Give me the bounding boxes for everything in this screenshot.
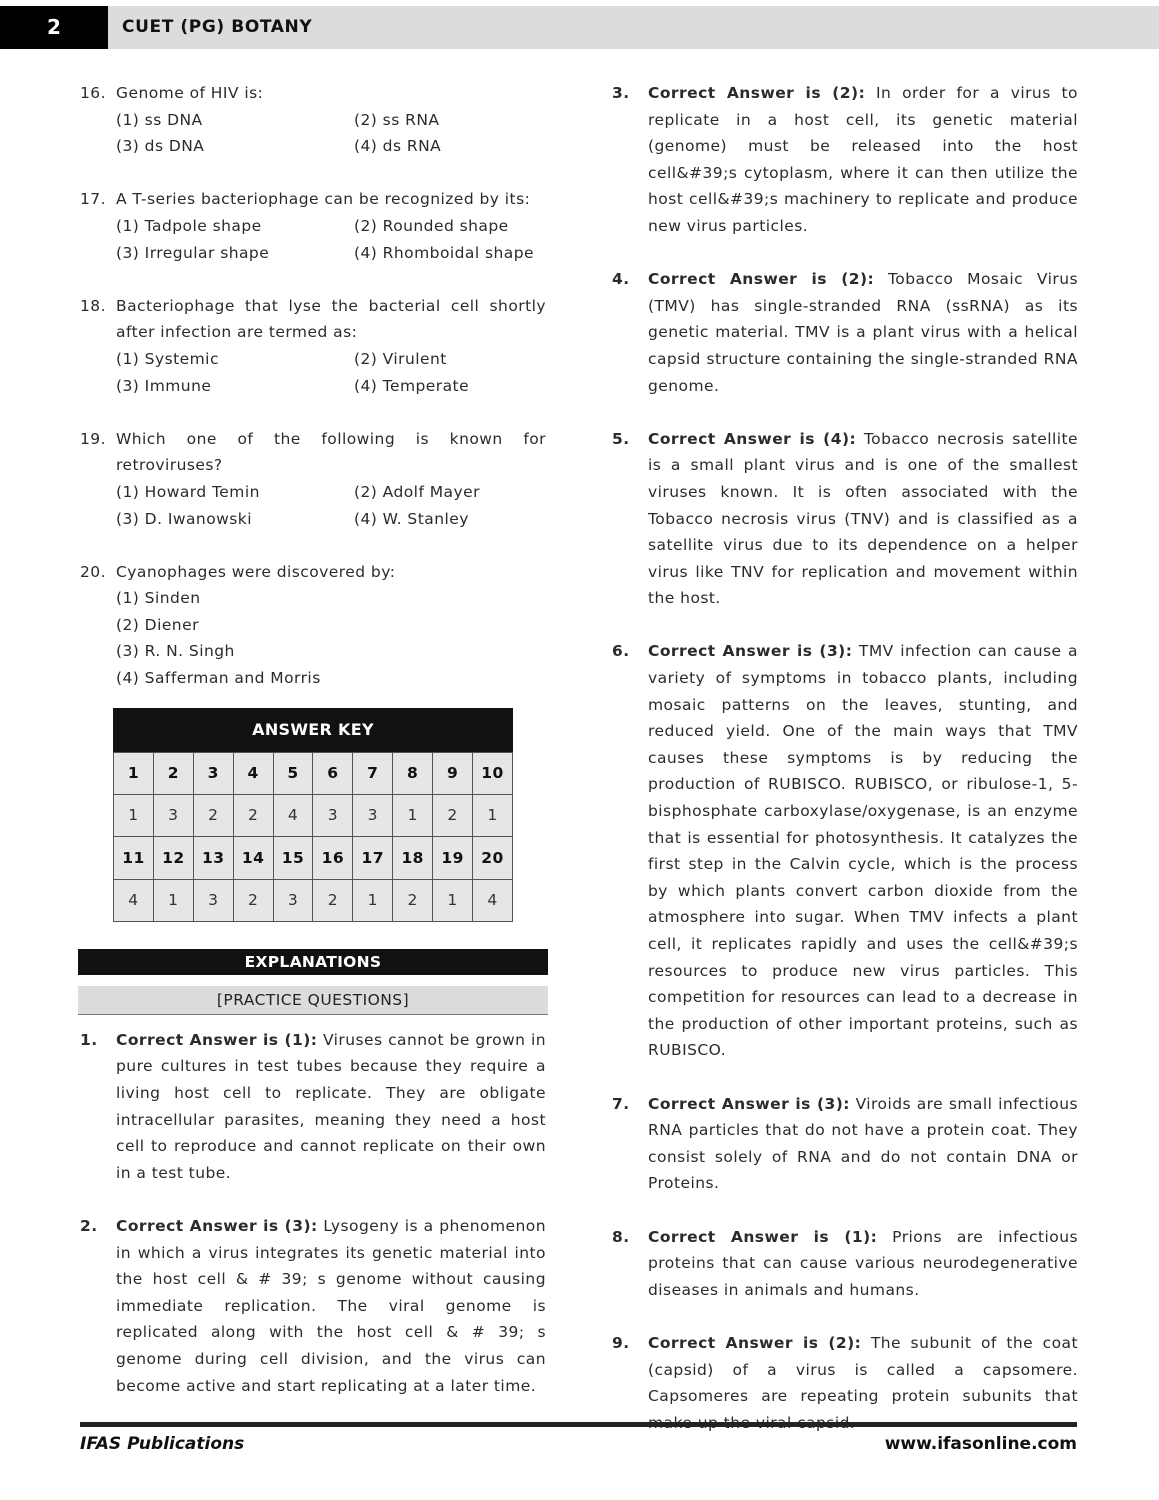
explanation-number: 1.: [80, 1030, 98, 1049]
answer-key-cell: 4: [473, 879, 513, 921]
answer-key-cell: 13: [193, 837, 233, 879]
correct-answer-lead: Correct Answer is (2):: [648, 270, 875, 289]
answer-key-cell: 5: [273, 752, 313, 794]
answer-key-cell: 3: [153, 794, 193, 836]
answer-key-cell: 2: [233, 879, 273, 921]
answer-key-cell: 15: [273, 837, 313, 879]
answer-key-cell: 1: [393, 794, 433, 836]
explanation-text: Tobacco Mosaic Virus (TMV) has single-stranded RNA (ssRNA) as its genetic material. TMV is a plant virus with a helical capsid structure containing the single-stranded RNA genome.: [648, 270, 1079, 395]
answer-key-answer-row: [114, 794, 513, 836]
book-title: CUET (PG) BOTANY: [122, 17, 313, 37]
answer-key-cell: 8: [393, 752, 433, 794]
question-text: A T-series bacteriophage can be recognized by its:: [116, 190, 531, 209]
answer-key-cell: 2: [153, 752, 193, 794]
option: (3) Irregular shape: [116, 243, 270, 262]
correct-answer-lead: Correct Answer is (1):: [648, 1227, 878, 1246]
explanation-8: [612, 1224, 1078, 1304]
answer-key-cell: 3: [273, 879, 313, 921]
answer-key-cell: 7: [353, 752, 393, 794]
answer-key-cell: 1: [353, 879, 393, 921]
option: (3) Immune: [116, 376, 212, 395]
correct-answer-lead: Correct Answer is (1):: [116, 1030, 318, 1049]
answer-key-cell: 2: [193, 794, 233, 836]
explanation-number: 8.: [612, 1227, 630, 1246]
answer-key-table: [113, 752, 513, 922]
question-text: Genome of HIV is:: [116, 84, 264, 102]
question-number: 20.: [80, 562, 107, 581]
question-number: 16.: [80, 84, 107, 102]
footer-website-link[interactable]: www.ifasonline.com: [884, 1434, 1077, 1454]
question-20: [80, 559, 546, 692]
answer-key-cell: 3: [313, 794, 353, 836]
question-16: [80, 80, 546, 160]
option: (2) Adolf Mayer: [354, 482, 480, 501]
answer-key-cell: 1: [433, 879, 473, 921]
explanation-text: Viruses cannot be grown in pure cultures in test tubes because they require a living host cell to replicate. They are obligate intracellular parasites, meaning they need a host cell to reproduce and cannot replicate on their own in a test tube.: [116, 1030, 547, 1182]
explanation-text: Lysogeny is a phenomenon in which a virus integrates its genetic material into the host cell & # 39; s genome without causing immediate replication. The viral genome is replicated along with the host cell & # 39; s genome during cell division, and the virus can become active and start replicating at a later time.: [116, 1217, 546, 1395]
question-number: 19.: [80, 429, 107, 448]
explanation-4: [612, 266, 1078, 399]
left-column: [80, 80, 546, 1426]
option: (1) Tadpole shape: [116, 216, 262, 235]
option: (3) ds DNA: [116, 137, 205, 156]
correct-answer-lead: Correct Answer is (2):: [648, 1333, 862, 1352]
explanation-text: Viroids are small infectious RNA particles that do not have a protein coat. They consist solely of RNA and do not contain DNA or Proteins.: [648, 1094, 1078, 1193]
explanation-9: [612, 1330, 1078, 1436]
option: (2) Virulent: [354, 349, 447, 368]
answer-key-cell: 2: [433, 794, 473, 836]
correct-answer-lead: Correct Answer is (3):: [116, 1217, 318, 1235]
explanation-2: [80, 1213, 546, 1399]
footer-publisher: IFAS Publications: [80, 1434, 245, 1454]
explanation-number: 6.: [612, 642, 630, 661]
answer-key-cell: 1: [473, 794, 513, 836]
explanation-number: 3.: [612, 84, 630, 102]
option: (3) R. N. Singh: [116, 642, 235, 661]
page-header: [0, 6, 1159, 49]
answer-key-cell: 10: [473, 752, 513, 794]
answer-key-cell: 12: [153, 837, 193, 879]
answer-key-cell: 3: [193, 752, 233, 794]
question-options: [116, 585, 546, 691]
correct-answer-lead: Correct Answer is (4):: [648, 429, 857, 448]
answer-key-cell: 16: [313, 837, 353, 879]
question-text: Bacteriophage that lyse the bacterial cell shortly after infection are termed as:: [116, 296, 546, 342]
answer-key-cell: 17: [353, 837, 393, 879]
explanation-number: 9.: [612, 1333, 630, 1352]
option: (1) Systemic: [116, 349, 219, 368]
answer-key-cell: 3: [353, 794, 393, 836]
answer-key-cell: 11: [114, 837, 154, 879]
explanation-number: 7.: [612, 1094, 630, 1113]
question-options: [116, 107, 546, 160]
practice-questions-heading: [PRACTICE QUESTIONS]: [78, 986, 548, 1015]
answer-key-cell: 4: [114, 879, 154, 921]
option: (1) Howard Temin: [116, 482, 260, 501]
question-options: [116, 346, 546, 399]
answer-key-cell: 18: [393, 837, 433, 879]
footer-divider: [80, 1422, 1077, 1427]
explanation-text: Prions are infectious proteins that can cause various neurodegenerative diseases in animals and humans.: [648, 1227, 1079, 1299]
answer-key-cell: 2: [313, 879, 353, 921]
option: (2) Rounded shape: [354, 216, 509, 235]
correct-answer-lead: Correct Answer is (3):: [648, 642, 853, 661]
question-options: [116, 479, 546, 532]
answer-key-cell: 2: [233, 794, 273, 836]
answer-key-question-row: [114, 837, 513, 879]
explanations-heading: EXPLANATIONS: [78, 949, 548, 975]
page-number: 2: [0, 6, 108, 49]
explanation-number: 4.: [612, 270, 630, 289]
explanation-text: In order for a virus to replicate in a host cell, its genetic material (genome) must be released into the host cell&#39;s cytoplasm, where it can then utilize the host cell&#39;s machinery to replicate and produce new virus particles.: [648, 84, 1078, 235]
question-17: [80, 186, 546, 266]
explanation-3: [612, 80, 1078, 240]
answer-key-cell: 9: [433, 752, 473, 794]
question-19: [80, 426, 546, 532]
explanation-number: 5.: [612, 429, 630, 448]
answer-key-question-row: [114, 752, 513, 794]
answer-key-cell: 20: [473, 837, 513, 879]
question-text: Cyanophages were discovered by:: [116, 562, 396, 581]
question-text: Which one of the following is known for retroviruses?: [116, 429, 546, 475]
explanation-text: The subunit of the coat (capsid) of a virus is called a capsomere. Capsomeres are repeating protein subunits that: [648, 1333, 1078, 1406]
right-column: [612, 80, 1078, 1463]
option: (4) W. Stanley: [354, 509, 469, 528]
answer-key-cell: 19: [433, 837, 473, 879]
answer-key-cell: 1: [114, 752, 154, 794]
explanation-5: [612, 426, 1078, 612]
explanation-1: [80, 1027, 546, 1187]
explanation-6: [612, 638, 1078, 1064]
question-number: 18.: [80, 296, 107, 315]
option: (1) ss DNA: [116, 110, 203, 129]
explanation-number: 2.: [80, 1217, 98, 1235]
answer-key-cell: 1: [114, 794, 154, 836]
explanation-text: Tobacco necrosis satellite is a small plant virus and is one of the smallest viruses known. It is often associated with the Tobacco necrosis virus (TNV) and is classified as a satellite virus due to its dependence on a helper virus like TNV for replication and movement within the host.: [648, 429, 1078, 608]
option: (2) ss RNA: [354, 110, 440, 129]
answer-key-cell: 2: [393, 879, 433, 921]
question-18: [80, 293, 546, 399]
answer-key-cell: 1: [153, 879, 193, 921]
option: (2) Diener: [116, 615, 199, 634]
option: (4) Rhomboidal shape: [354, 243, 535, 262]
answer-key-title: ANSWER KEY: [113, 708, 513, 752]
option: (4) ds RNA: [354, 137, 442, 156]
answer-key-cell: 4: [233, 752, 273, 794]
answer-key-answer-row: [114, 879, 513, 921]
option: (4) Safferman and Morris: [116, 669, 321, 688]
option: (3) D. Iwanowski: [116, 509, 252, 528]
answer-key-cell: 14: [233, 837, 273, 879]
option: (4) Temperate: [354, 376, 470, 395]
explanation-7: [612, 1091, 1078, 1197]
question-options: [116, 213, 546, 266]
option: (1) Sinden: [116, 589, 201, 608]
correct-answer-lead: Correct Answer is (3):: [648, 1094, 850, 1113]
question-number: 17.: [80, 190, 107, 209]
answer-key: [113, 708, 513, 922]
answer-key-cell: 4: [273, 794, 313, 836]
answer-key-cell: 6: [313, 752, 353, 794]
answer-key-cell: 3: [193, 879, 233, 921]
explanation-text: TMV infection can cause a variety of symptoms in tobacco plants, including mosaic patterns on the leaves, stunting, and reduced yield. One of the main ways that TMV causes these symptoms is by reducing the production of RUBISCO. RUBISCO, or ribulose-1, 5-bisphosphate carboxylase/oxygenase, is an enzyme that is essential for photosynthesis. It catalyzes the first step in the Calvin cycle, which is the process by which plants convert carbon dioxide from the atmosphere into sugar. When TMV infects a plant cell, it replicates rapidly and uses the cell&#39;s resources to produce new virus particles. This competition for resources can lead to a decrease in the production of other important proteins, such as RUBISCO.: [648, 642, 1079, 1060]
correct-answer-lead: Correct Answer is (2):: [648, 84, 866, 102]
